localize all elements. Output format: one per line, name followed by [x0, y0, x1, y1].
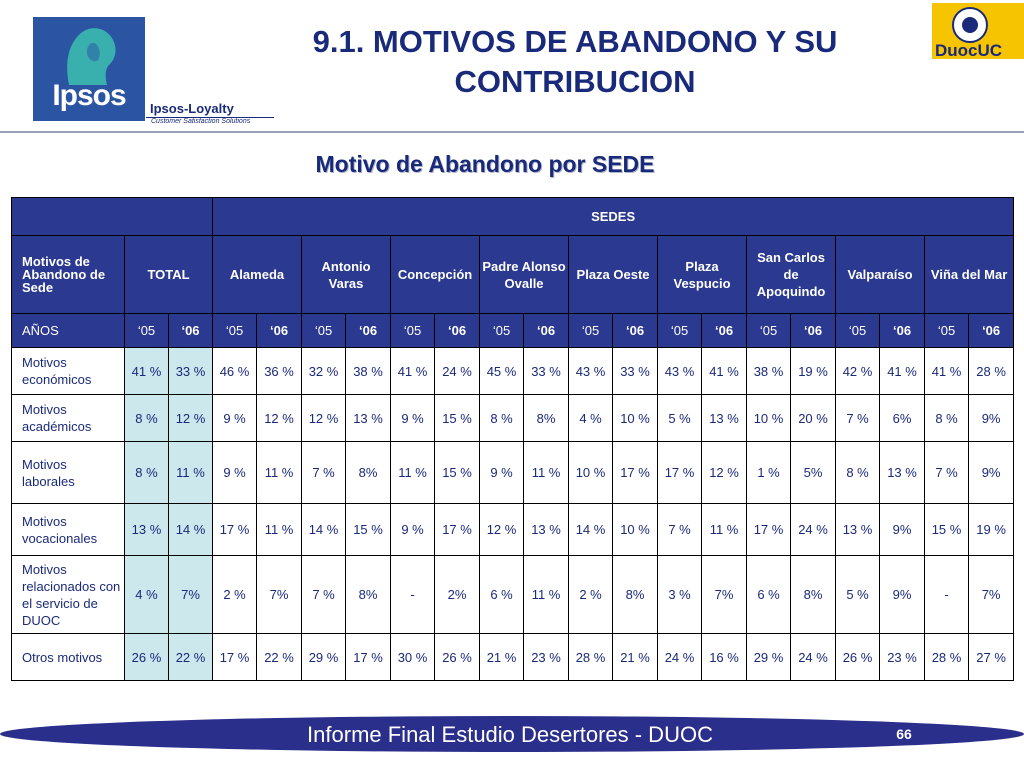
table-header-sedes-row [12, 198, 1014, 236]
value-cell: 27 % [969, 634, 1014, 681]
value-cell: 32 % [302, 348, 346, 395]
value-cell: 9% [969, 442, 1014, 504]
value-cell: 7% [969, 556, 1014, 634]
value-cell: 14 % [569, 504, 613, 556]
year-05-header: ‘05 [213, 314, 257, 348]
value-cell: 13 % [524, 504, 569, 556]
page-title [270, 22, 880, 102]
total-cell: 13 % [125, 504, 169, 556]
value-cell: 17 % [613, 442, 658, 504]
total-cell: 41 % [125, 348, 169, 395]
value-cell: 3 % [658, 556, 702, 634]
year-06-header: ‘06 [613, 314, 658, 348]
value-cell: 9 % [480, 442, 524, 504]
year-05-header: ‘05 [125, 314, 169, 348]
year-05-header: ‘05 [925, 314, 969, 348]
value-cell: 5 % [658, 395, 702, 442]
ipsos-loyalty-label: Ipsos-Loyalty [150, 101, 234, 116]
motivo-label: Motivos académicos [12, 395, 125, 442]
year-06-header: ‘06 [257, 314, 302, 348]
value-cell: 6% [880, 395, 925, 442]
value-cell: 33 % [524, 348, 569, 395]
value-cell: 6 % [480, 556, 524, 634]
year-06-header: ‘06 [524, 314, 569, 348]
value-cell: 9% [880, 556, 925, 634]
value-cell: 8 % [836, 442, 880, 504]
value-cell: 2 % [569, 556, 613, 634]
value-cell: 17 % [213, 634, 257, 681]
value-cell: 38 % [346, 348, 391, 395]
value-cell: 2% [435, 556, 480, 634]
value-cell: 28 % [969, 348, 1014, 395]
total-cell: 14 % [169, 504, 213, 556]
value-cell: 41 % [880, 348, 925, 395]
value-cell: 33 % [613, 348, 658, 395]
value-cell: 17 % [658, 442, 702, 504]
value-cell: 14 % [302, 504, 346, 556]
value-cell: 22 % [257, 634, 302, 681]
value-cell: 9 % [213, 442, 257, 504]
year-05-header: ‘05 [658, 314, 702, 348]
value-cell: 12 % [302, 395, 346, 442]
value-cell: 41 % [391, 348, 435, 395]
value-cell: 11 % [257, 442, 302, 504]
value-cell: 7 % [836, 395, 880, 442]
value-cell: 9 % [213, 395, 257, 442]
section-subtitle: Motivo de Abandono por SEDE [315, 151, 655, 177]
value-cell: 8 % [480, 395, 524, 442]
value-cell: - [391, 556, 435, 634]
value-cell: 29 % [747, 634, 791, 681]
sede-header: San Carlos de Apoquindo [747, 236, 836, 314]
value-cell: 23 % [880, 634, 925, 681]
ipsos-logo-text: Ipsos [52, 79, 126, 112]
value-cell: 13 % [880, 442, 925, 504]
sedes-header: SEDES [213, 198, 1014, 236]
value-cell: 9 % [391, 395, 435, 442]
value-cell: 4 % [569, 395, 613, 442]
value-cell: 20 % [791, 395, 836, 442]
value-cell: 21 % [613, 634, 658, 681]
value-cell: 30 % [391, 634, 435, 681]
value-cell: 17 % [747, 504, 791, 556]
value-cell: 7 % [658, 504, 702, 556]
abandono-table [11, 197, 1014, 681]
value-cell: 11 % [702, 504, 747, 556]
value-cell: 42 % [836, 348, 880, 395]
table-row [12, 634, 1014, 681]
value-cell: 13 % [346, 395, 391, 442]
table-header-names-row [12, 236, 1014, 314]
value-cell: 9% [880, 504, 925, 556]
value-cell: 45 % [480, 348, 524, 395]
year-06-header: ‘06 [969, 314, 1014, 348]
table-row [12, 556, 1014, 634]
value-cell: 8% [346, 556, 391, 634]
page-number: 66 [896, 726, 912, 742]
year-05-header: ‘05 [302, 314, 346, 348]
year-05-header: ‘05 [836, 314, 880, 348]
total-cell: 8 % [125, 442, 169, 504]
value-cell: 5 % [836, 556, 880, 634]
value-cell: 21 % [480, 634, 524, 681]
value-cell: 11 % [391, 442, 435, 504]
header-blank-cell [12, 198, 213, 236]
duoc-logo [932, 3, 1024, 59]
value-cell: 29 % [302, 634, 346, 681]
value-cell: 15 % [435, 442, 480, 504]
value-cell: 11 % [524, 442, 569, 504]
year-06-header: ‘06 [791, 314, 836, 348]
duoc-logo-text: DuocUC [935, 41, 1003, 59]
motivos-header: Motivos de Abandono de Sede [12, 236, 125, 314]
ipsos-loyalty-tagline: Customer Satisfaction Solutions [151, 118, 251, 125]
value-cell: 28 % [569, 634, 613, 681]
table-row [12, 348, 1014, 395]
year-06-header: ‘06 [169, 314, 213, 348]
header-divider [0, 131, 1024, 133]
value-cell: 43 % [569, 348, 613, 395]
value-cell: 1 % [747, 442, 791, 504]
value-cell: 46 % [213, 348, 257, 395]
value-cell: 12 % [257, 395, 302, 442]
sede-header: Plaza Oeste [569, 236, 658, 314]
value-cell: 15 % [435, 395, 480, 442]
motivo-label: Motivos vocacionales [12, 504, 125, 556]
value-cell: 8% [791, 556, 836, 634]
value-cell: 12 % [480, 504, 524, 556]
value-cell: 10 % [613, 395, 658, 442]
value-cell: 7 % [925, 442, 969, 504]
value-cell: 9 % [391, 504, 435, 556]
year-06-header: ‘06 [880, 314, 925, 348]
value-cell: 10 % [747, 395, 791, 442]
value-cell: 11 % [257, 504, 302, 556]
sede-header: Valparaíso [836, 236, 925, 314]
total-cell: 7% [169, 556, 213, 634]
anos-header: AÑOS [12, 314, 125, 348]
value-cell: 13 % [702, 395, 747, 442]
value-cell: 10 % [613, 504, 658, 556]
year-05-header: ‘05 [747, 314, 791, 348]
total-header: TOTAL [125, 236, 213, 314]
sede-header: Antonio Varas [302, 236, 391, 314]
value-cell: 19 % [969, 504, 1014, 556]
value-cell: 24 % [791, 504, 836, 556]
value-cell: 26 % [836, 634, 880, 681]
ipsos-logo [33, 17, 145, 121]
value-cell: 24 % [435, 348, 480, 395]
value-cell: 36 % [257, 348, 302, 395]
year-06-header: ‘06 [435, 314, 480, 348]
value-cell: 38 % [747, 348, 791, 395]
sede-header: Viña del Mar [925, 236, 1014, 314]
value-cell: 43 % [658, 348, 702, 395]
motivo-label: Motivos laborales [12, 442, 125, 504]
year-06-header: ‘06 [702, 314, 747, 348]
value-cell: 41 % [702, 348, 747, 395]
value-cell: 8% [346, 442, 391, 504]
value-cell: 8% [613, 556, 658, 634]
table-row [12, 504, 1014, 556]
year-06-header: ‘06 [346, 314, 391, 348]
value-cell: 15 % [925, 504, 969, 556]
sede-header: Plaza Vespucio [658, 236, 747, 314]
table-row [12, 442, 1014, 504]
year-05-header: ‘05 [480, 314, 524, 348]
total-cell: 26 % [125, 634, 169, 681]
value-cell: - [925, 556, 969, 634]
value-cell: 7 % [302, 556, 346, 634]
value-cell: 17 % [213, 504, 257, 556]
value-cell: 15 % [346, 504, 391, 556]
value-cell: 7% [702, 556, 747, 634]
total-cell: 12 % [169, 395, 213, 442]
motivo-label: Motivos económicos [12, 348, 125, 395]
value-cell: 7 % [302, 442, 346, 504]
total-cell: 33 % [169, 348, 213, 395]
value-cell: 19 % [791, 348, 836, 395]
table-body [12, 348, 1014, 681]
value-cell: 16 % [702, 634, 747, 681]
value-cell: 17 % [346, 634, 391, 681]
page-title-line2: CONTRIBUCION [454, 64, 696, 99]
sede-header: Padre Alonso Ovalle [480, 236, 569, 314]
page-title-line1: 9.1. MOTIVOS DE ABANDONO Y SU [312, 24, 838, 59]
footer-text: Informe Final Estudio Desertores - DUOC [307, 722, 713, 747]
motivo-label: Motivos relacionados con el servicio de DUOC [12, 556, 125, 634]
value-cell: 7% [257, 556, 302, 634]
duoc-seal-icon [952, 7, 988, 43]
value-cell: 5% [791, 442, 836, 504]
value-cell: 41 % [925, 348, 969, 395]
table-header-years-row [12, 314, 1014, 348]
value-cell: 8% [524, 395, 569, 442]
sede-header: Alameda [213, 236, 302, 314]
value-cell: 26 % [435, 634, 480, 681]
ipsos-face-icon [59, 25, 123, 87]
value-cell: 28 % [925, 634, 969, 681]
value-cell: 24 % [791, 634, 836, 681]
year-05-header: ‘05 [391, 314, 435, 348]
value-cell: 12 % [702, 442, 747, 504]
value-cell: 8 % [925, 395, 969, 442]
value-cell: 23 % [524, 634, 569, 681]
value-cell: 6 % [747, 556, 791, 634]
table-row [12, 395, 1014, 442]
total-cell: 22 % [169, 634, 213, 681]
value-cell: 13 % [836, 504, 880, 556]
value-cell: 24 % [658, 634, 702, 681]
sede-header: Concepción [391, 236, 480, 314]
value-cell: 11 % [524, 556, 569, 634]
motivo-label: Otros motivos [12, 634, 125, 681]
total-cell: 4 % [125, 556, 169, 634]
value-cell: 10 % [569, 442, 613, 504]
year-05-header: ‘05 [569, 314, 613, 348]
value-cell: 9% [969, 395, 1014, 442]
total-cell: 11 % [169, 442, 213, 504]
value-cell: 2 % [213, 556, 257, 634]
total-cell: 8 % [125, 395, 169, 442]
value-cell: 17 % [435, 504, 480, 556]
